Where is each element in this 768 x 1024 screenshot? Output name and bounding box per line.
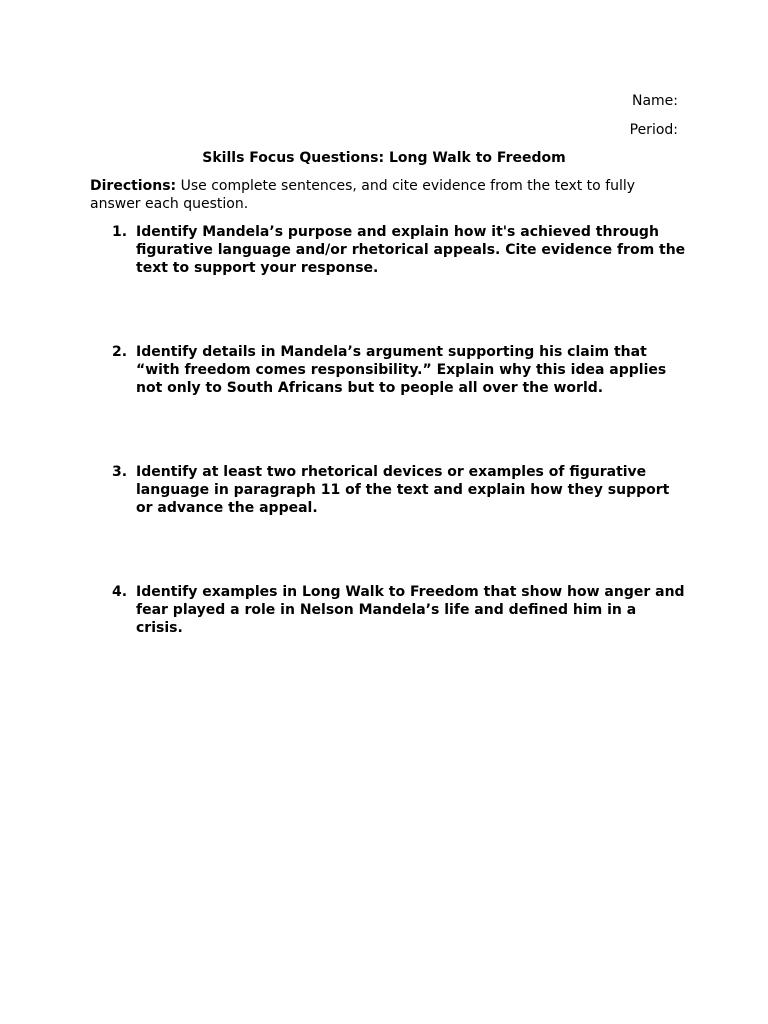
directions-text: Use complete sentences, and cite evidence from the text to fully answer each question. [90,178,636,212]
question-number: 2. [112,344,128,360]
question-number: 4. [112,584,128,600]
question-number: 1. [112,224,128,240]
directions [90,177,680,213]
page-title: Skills Focus Questions: Long Walk to Freedom [202,150,566,166]
name-label: Name: [631,93,678,109]
question-text: Identify examples in Long Walk to Freedom that show how anger and fear played a role in Nelson Mandela’s life and defined him in a crisis. [136,584,685,636]
question-number: 3. [112,464,128,480]
question-text: Identify at least two rhetorical devices or examples of figurative language in paragraph 11 of the text and explain how they support or advance the appeal. [136,464,670,516]
period-label: Period: [629,122,678,138]
question-text: Identify Mandela’s purpose and explain how it's achieved through figurative language and/or rhetorical appeals. Cite evidence from the text to support your response. [136,224,686,276]
question-text: Identify details in Mandela’s argument supporting his claim that “with freedom comes responsibility.” Explain why this idea applies not only to South Africans but to people all over the world. [136,344,667,396]
directions-label: Directions: [90,178,177,194]
